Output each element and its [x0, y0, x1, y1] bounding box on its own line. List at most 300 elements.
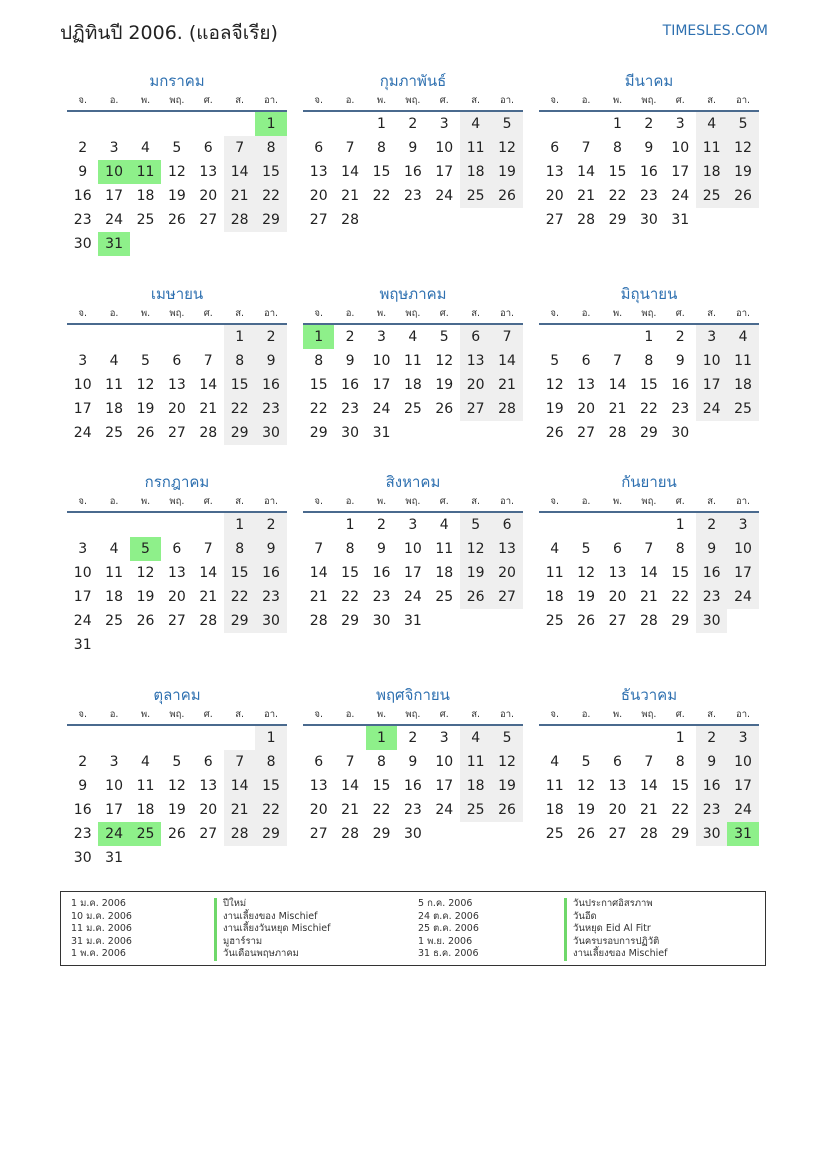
weekday-label: จ.	[78, 95, 87, 106]
month-name: มกราคม	[149, 72, 205, 90]
weekday-label: อ.	[109, 95, 119, 106]
day-cell: 10	[727, 537, 758, 561]
day-cell: 14	[608, 377, 627, 393]
day-cell: 19	[167, 188, 186, 204]
weekday-label: อา.	[500, 496, 515, 507]
empty-day-cell	[224, 112, 255, 136]
month-name: มีนาคม	[624, 72, 674, 90]
day-cell: 27	[577, 425, 595, 441]
day-cell: 13	[608, 778, 627, 794]
day-cell: 11	[435, 541, 454, 557]
empty-day-cell	[570, 325, 601, 349]
day-cell: 12	[435, 353, 454, 369]
day-cell: 13	[199, 778, 218, 794]
day-cell: 28	[608, 425, 627, 441]
day-cell: 4	[408, 329, 418, 345]
day-cell: 1	[366, 726, 397, 750]
month-name: มิถุนายน	[620, 285, 678, 303]
legend-holiday-name: งานเลี้ยงของ Mischief	[564, 948, 667, 961]
day-cell: 6	[460, 325, 491, 349]
day-cell: 22	[608, 188, 627, 204]
day-cell: 20	[199, 188, 218, 204]
day-cell: 4	[460, 112, 491, 136]
day-cell: 19	[136, 589, 155, 605]
empty-day-cell	[193, 726, 224, 750]
day-cell: 27	[167, 425, 186, 441]
legend-date: 11 ม.ค. 2006	[71, 923, 132, 934]
day-cell: 9	[255, 537, 286, 561]
day-cell: 2	[696, 513, 727, 537]
day-grid	[67, 325, 287, 445]
weekday-label: อ.	[581, 496, 591, 507]
day-cell: 1	[613, 116, 622, 132]
day-cell: 2	[255, 513, 286, 537]
day-cell: 25	[105, 425, 123, 441]
weekday-label: อ.	[109, 709, 119, 720]
day-cell: 30	[671, 425, 690, 441]
day-cell: 19	[491, 774, 522, 798]
day-cell: 15	[671, 778, 690, 794]
weekday-label: ศ.	[203, 308, 213, 319]
day-cell: 15	[224, 561, 255, 585]
day-cell: 2	[644, 116, 654, 132]
day-cell: 21	[199, 401, 218, 417]
day-cell: 6	[550, 140, 560, 156]
weekday-label: จ.	[314, 709, 323, 720]
weekday-label: ศ.	[203, 95, 213, 106]
weekday-label: อ.	[109, 308, 119, 319]
holiday-legend	[60, 891, 766, 966]
day-cell: 13	[608, 565, 627, 581]
month-name: เมษายน	[150, 285, 204, 303]
weekday-label: จ.	[550, 496, 559, 507]
weekday-label: ส.	[235, 496, 245, 507]
day-cell: 11	[105, 377, 123, 393]
day-cell: 10	[105, 778, 123, 794]
day-cell: 15	[671, 565, 690, 581]
empty-day-cell	[539, 325, 570, 349]
day-cell: 28	[341, 826, 359, 842]
day-cell: 14	[309, 565, 328, 581]
day-cell: 27	[199, 826, 218, 842]
day-cell: 13	[167, 565, 186, 581]
day-cell: 16	[73, 802, 92, 818]
day-cell: 10	[727, 750, 758, 774]
empty-day-cell	[539, 726, 570, 750]
legend-holiday-name: วันอีด	[564, 911, 667, 924]
legend-holiday-name: งานเลี้ยงวันหยุด Mischief	[214, 923, 330, 936]
day-cell: 29	[608, 212, 627, 228]
weekday-label: พ.	[376, 95, 387, 106]
day-cell: 23	[372, 589, 391, 605]
weekday-label: อา.	[500, 95, 515, 106]
day-cell: 18	[105, 401, 123, 417]
day-cell: 19	[577, 589, 595, 605]
day-cell: 23	[73, 826, 92, 842]
day-cell: 8	[377, 140, 386, 156]
weekday-label: อา.	[264, 709, 279, 720]
legend-date: 10 ม.ค. 2006	[71, 910, 132, 922]
day-cell: 3	[675, 116, 685, 132]
weekday-header	[539, 305, 759, 325]
day-cell: 1	[377, 116, 386, 132]
day-cell: 16	[671, 377, 690, 393]
day-cell: 14	[639, 778, 658, 794]
month-block	[303, 471, 523, 633]
weekday-label: อา.	[500, 709, 515, 720]
day-cell: 6	[613, 754, 622, 770]
day-cell: 2	[675, 329, 685, 345]
day-cell: 4	[141, 754, 150, 770]
day-cell: 29	[255, 208, 286, 232]
day-cell: 25	[136, 212, 155, 228]
day-cell: 21	[341, 802, 359, 818]
day-cell: 22	[224, 397, 255, 421]
day-cell: 13	[491, 537, 522, 561]
weekday-label: ส.	[471, 308, 481, 319]
empty-day-cell	[161, 726, 192, 750]
day-cell: 28	[309, 613, 328, 629]
day-cell: 1	[224, 513, 255, 537]
day-grid	[539, 325, 759, 445]
site-link[interactable]: TIMESLES.COM	[662, 23, 768, 39]
day-cell: 9	[675, 353, 685, 369]
day-cell: 20	[577, 401, 595, 417]
day-cell: 17	[73, 401, 92, 417]
legend-date: 24 ต.ค. 2006	[418, 910, 479, 922]
weekday-label: ศ.	[439, 496, 449, 507]
day-cell: 10	[73, 377, 92, 393]
empty-day-cell	[161, 513, 192, 537]
day-cell: 17	[105, 802, 123, 818]
day-cell: 31	[372, 425, 391, 441]
day-cell: 12	[167, 778, 186, 794]
empty-day-cell	[633, 726, 664, 750]
day-grid	[303, 112, 523, 232]
legend-holiday-name: มูฮาร์ราม	[214, 936, 330, 949]
day-cell: 12	[577, 565, 595, 581]
day-cell: 7	[613, 353, 622, 369]
day-cell: 18	[136, 802, 155, 818]
weekday-label: อ.	[581, 308, 591, 319]
day-cell: 12	[460, 537, 491, 561]
day-cell: 11	[460, 136, 491, 160]
day-cell: 5	[439, 329, 449, 345]
day-cell: 20	[167, 401, 186, 417]
day-cell: 14	[491, 349, 522, 373]
day-cell: 8	[377, 754, 386, 770]
day-cell: 11	[403, 353, 422, 369]
day-cell: 5	[550, 353, 560, 369]
day-cell: 3	[439, 730, 449, 746]
empty-day-cell	[67, 513, 98, 537]
day-cell: 31	[98, 232, 129, 256]
day-cell: 10	[696, 349, 727, 373]
day-cell: 10	[671, 140, 690, 156]
day-cell: 7	[345, 140, 355, 156]
empty-day-cell	[539, 112, 570, 136]
day-cell: 14	[639, 565, 658, 581]
day-cell: 14	[341, 164, 359, 180]
month-block	[303, 684, 523, 846]
day-cell: 1	[224, 325, 255, 349]
day-cell: 24	[403, 589, 422, 605]
weekday-label: ส.	[707, 308, 717, 319]
day-cell: 29	[639, 425, 658, 441]
day-cell: 29	[224, 609, 255, 633]
weekday-label: จ.	[550, 308, 559, 319]
day-cell: 29	[309, 425, 328, 441]
day-cell: 15	[608, 164, 627, 180]
day-cell: 28	[639, 826, 658, 842]
day-cell: 3	[78, 353, 88, 369]
weekday-label: ส.	[471, 496, 481, 507]
weekday-label: อ.	[345, 709, 355, 720]
weekday-label: อา.	[264, 308, 279, 319]
day-cell: 3	[696, 325, 727, 349]
day-cell: 30	[696, 609, 727, 633]
day-cell: 4	[439, 517, 449, 533]
weekday-label: ส.	[235, 709, 245, 720]
day-cell: 20	[545, 188, 564, 204]
empty-day-cell	[303, 726, 334, 750]
day-cell: 21	[608, 401, 627, 417]
empty-day-cell	[130, 325, 161, 349]
weekday-label: ส.	[707, 95, 717, 106]
day-cell: 27	[309, 212, 328, 228]
day-cell: 15	[255, 774, 286, 798]
legend-holiday-name: วันหยุด Eid Al Fitr	[564, 923, 667, 936]
weekday-label: ส.	[471, 95, 481, 106]
day-cell: 2	[255, 325, 286, 349]
empty-day-cell	[602, 325, 633, 349]
day-cell: 18	[460, 774, 491, 798]
day-cell: 15	[372, 164, 391, 180]
day-cell: 21	[309, 589, 328, 605]
day-cell: 27	[460, 397, 491, 421]
weekday-label: พฤ.	[169, 308, 185, 319]
day-cell: 11	[545, 778, 564, 794]
day-cell: 22	[671, 802, 690, 818]
day-cell: 29	[341, 613, 359, 629]
day-cell: 29	[671, 826, 690, 842]
day-cell: 26	[460, 585, 491, 609]
day-cell: 17	[727, 561, 758, 585]
day-grid	[303, 726, 523, 846]
day-cell: 24	[73, 425, 92, 441]
day-cell: 7	[314, 541, 324, 557]
empty-day-cell	[67, 726, 98, 750]
day-cell: 8	[255, 136, 286, 160]
day-cell: 21	[491, 373, 522, 397]
day-grid	[539, 513, 759, 633]
weekday-label: ศ.	[675, 308, 685, 319]
day-cell: 18	[403, 377, 422, 393]
day-cell: 15	[309, 377, 328, 393]
day-cell: 5	[172, 140, 182, 156]
day-grid	[67, 513, 287, 657]
day-cell: 31	[671, 212, 690, 228]
day-cell: 22	[309, 401, 328, 417]
day-cell: 23	[73, 212, 92, 228]
weekday-header	[303, 706, 523, 726]
month-block	[539, 684, 759, 846]
legend-holiday-name: งานเลี้ยงของ Mischief	[214, 911, 330, 924]
day-cell: 9	[644, 140, 654, 156]
day-cell: 21	[199, 589, 218, 605]
day-cell: 22	[224, 585, 255, 609]
day-cell: 19	[491, 160, 522, 184]
day-cell: 21	[639, 589, 658, 605]
day-cell: 29	[224, 421, 255, 445]
day-cell: 30	[73, 236, 92, 252]
day-cell: 20	[309, 802, 328, 818]
weekday-label: อา.	[736, 709, 751, 720]
legend-dates-right	[418, 898, 479, 961]
day-cell: 9	[255, 349, 286, 373]
day-cell: 18	[435, 565, 454, 581]
legend-names-right	[564, 898, 667, 961]
weekday-label: ส.	[471, 709, 481, 720]
weekday-label: อา.	[500, 308, 515, 319]
day-cell: 10	[372, 353, 391, 369]
day-cell: 23	[255, 585, 286, 609]
weekday-label: พ.	[140, 95, 151, 106]
empty-day-cell	[98, 726, 129, 750]
day-cell: 9	[696, 750, 727, 774]
weekday-label: พ.	[376, 308, 387, 319]
day-cell: 4	[727, 325, 758, 349]
weekday-label: จ.	[550, 95, 559, 106]
day-cell: 26	[136, 613, 155, 629]
day-cell: 26	[545, 425, 564, 441]
month-name: ตุลาคม	[153, 686, 201, 704]
weekday-header	[303, 305, 523, 325]
empty-day-cell	[303, 513, 334, 537]
day-cell: 20	[491, 561, 522, 585]
day-cell: 26	[491, 798, 522, 822]
day-cell: 28	[341, 212, 359, 228]
day-cell: 10	[403, 541, 422, 557]
day-cell: 8	[314, 353, 324, 369]
weekday-header	[67, 706, 287, 726]
empty-day-cell	[539, 513, 570, 537]
day-cell: 23	[671, 401, 690, 417]
day-cell: 16	[372, 565, 391, 581]
day-cell: 18	[545, 589, 564, 605]
weekday-label: พ.	[612, 496, 623, 507]
weekday-label: อ.	[345, 308, 355, 319]
weekday-label: พ.	[140, 709, 151, 720]
month-block	[303, 283, 523, 445]
day-cell: 28	[491, 397, 522, 421]
weekday-label: จ.	[314, 95, 323, 106]
day-cell: 16	[403, 778, 422, 794]
weekday-label: พฤ.	[405, 709, 421, 720]
weekday-label: จ.	[314, 496, 323, 507]
day-cell: 4	[109, 353, 119, 369]
day-cell: 19	[460, 561, 491, 585]
weekday-header	[67, 493, 287, 513]
day-cell: 23	[403, 188, 422, 204]
day-cell: 9	[78, 164, 88, 180]
day-cell: 14	[224, 774, 255, 798]
day-cell: 5	[727, 112, 758, 136]
day-cell: 29	[671, 613, 690, 629]
weekday-label: พ.	[612, 308, 623, 319]
day-cell: 6	[203, 754, 213, 770]
day-cell: 14	[341, 778, 359, 794]
day-cell: 23	[639, 188, 658, 204]
empty-day-cell	[602, 513, 633, 537]
day-cell: 8	[345, 541, 355, 557]
weekday-label: พ.	[612, 95, 623, 106]
day-cell: 16	[639, 164, 658, 180]
day-cell: 25	[545, 826, 564, 842]
day-cell: 14	[199, 377, 218, 393]
day-cell: 15	[224, 373, 255, 397]
day-cell: 9	[408, 140, 418, 156]
day-cell: 30	[73, 850, 92, 866]
weekday-label: ส.	[235, 95, 245, 106]
day-cell: 17	[435, 164, 454, 180]
day-cell: 30	[372, 613, 391, 629]
day-cell: 30	[255, 421, 286, 445]
day-cell: 30	[341, 425, 359, 441]
day-cell: 8	[224, 349, 255, 373]
day-cell: 22	[372, 802, 391, 818]
day-cell: 16	[255, 561, 286, 585]
empty-day-cell	[193, 513, 224, 537]
day-cell: 9	[408, 754, 418, 770]
legend-names-left	[214, 898, 330, 961]
weekday-label: อ.	[345, 95, 355, 106]
empty-day-cell	[67, 112, 98, 136]
weekday-label: พ.	[612, 709, 623, 720]
day-cell: 4	[109, 541, 119, 557]
day-cell: 12	[577, 778, 595, 794]
empty-day-cell	[98, 112, 129, 136]
day-cell: 26	[577, 826, 595, 842]
empty-day-cell	[130, 112, 161, 136]
day-cell: 25	[727, 397, 758, 421]
day-cell: 26	[167, 212, 186, 228]
day-cell: 22	[639, 401, 658, 417]
day-grid	[303, 513, 523, 633]
weekday-label: ส.	[707, 709, 717, 720]
day-cell: 30	[255, 609, 286, 633]
month-block	[67, 70, 287, 256]
empty-day-cell	[334, 726, 365, 750]
day-cell: 18	[136, 188, 155, 204]
day-cell: 18	[105, 589, 123, 605]
day-cell: 10	[98, 160, 129, 184]
day-cell: 24	[372, 401, 391, 417]
day-cell: 13	[460, 349, 491, 373]
day-cell: 2	[408, 730, 418, 746]
weekday-label: จ.	[78, 709, 87, 720]
day-cell: 25	[130, 822, 161, 846]
day-cell: 8	[644, 353, 654, 369]
day-cell: 25	[460, 184, 491, 208]
day-cell: 24	[435, 188, 454, 204]
legend-holiday-name: วันเดือนพฤษภาคม	[214, 948, 330, 961]
weekday-label: จ.	[314, 308, 323, 319]
month-block	[539, 471, 759, 633]
weekday-label: อา.	[264, 95, 279, 106]
day-cell: 17	[403, 565, 422, 581]
weekday-label: ศ.	[675, 496, 685, 507]
